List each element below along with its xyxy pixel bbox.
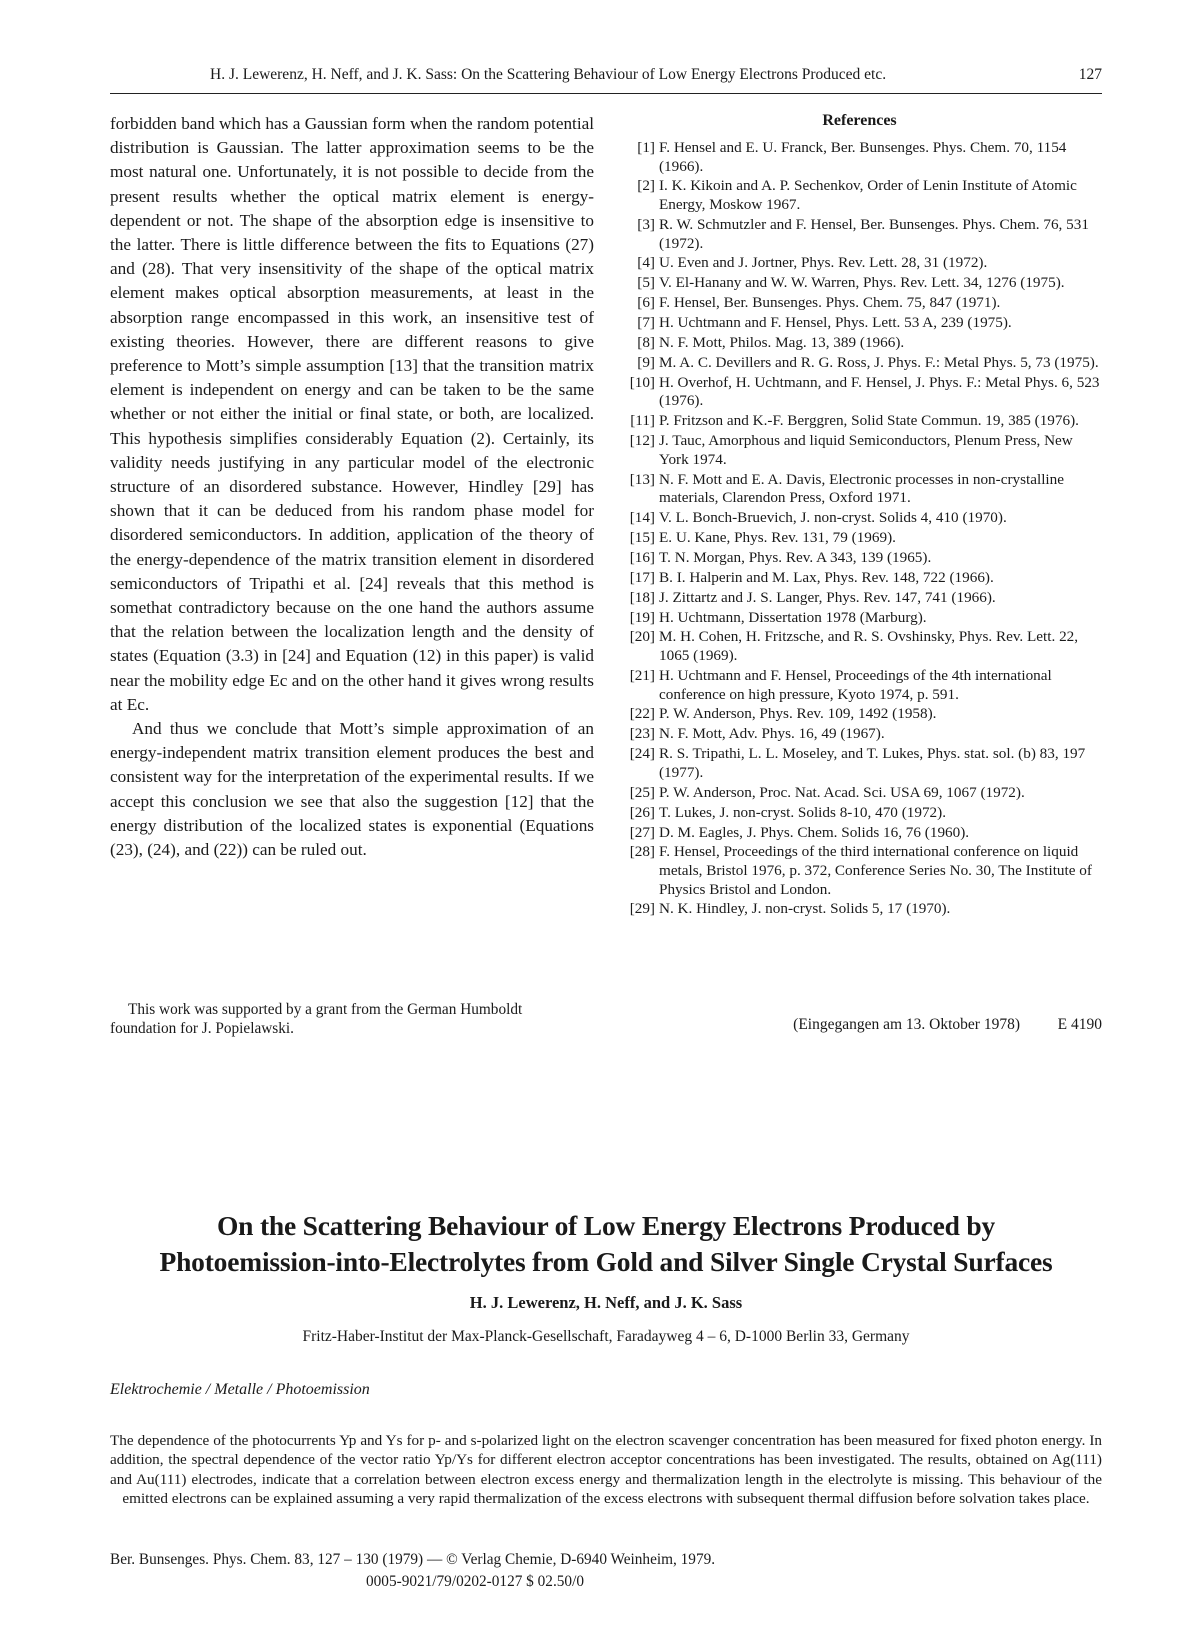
reference-item (617, 177, 1102, 214)
reference-item (617, 412, 1102, 431)
reference-item (617, 589, 1102, 608)
reference-text: J. Zittartz and J. S. Langer, Phys. Rev. 147, 741 (1966). (659, 588, 996, 606)
page-number: 127 (1078, 66, 1102, 83)
reference-item (617, 471, 1102, 508)
reference-item (617, 569, 1102, 588)
running-head (110, 66, 1102, 88)
reference-text: F. Hensel, Proceedings of the third international conference on liquid metals, Bristol 1976, p. 372, Conference Series No. 30, The Institute of Physics Bristol and London. (659, 843, 1092, 898)
left-column (110, 112, 594, 862)
reference-number: [8] (637, 334, 655, 352)
reference-item (617, 314, 1102, 333)
reference-text: H. Uchtmann and F. Hensel, Proceedings of the 4th international conference on high pressure, Kyoto 1974, p. 591. (659, 666, 1052, 703)
reference-number: [7] (637, 314, 655, 332)
acknowledgment-line-1: This work was supported by a grant from the German Humboldt (128, 1001, 523, 1018)
reference-text: M. A. C. Devillers and R. G. Ross, J. Phys. F.: Metal Phys. 5, 73 (1975). (659, 353, 1099, 371)
reference-number: [26] (629, 803, 655, 821)
reference-number: [17] (629, 568, 655, 586)
reference-text: P. W. Anderson, Proc. Nat. Acad. Sci. USA 69, 1067 (1972). (659, 783, 1025, 801)
article-title-line-1: On the Scattering Behaviour of Low Energy Electrons Produced by (216, 1210, 996, 1241)
reference-text: R. W. Schmutzler and F. Hensel, Ber. Bunsenges. Phys. Chem. 76, 531 (1972). (659, 215, 1089, 252)
reference-text: J. Tauc, Amorphous and liquid Semiconductors, Plenum Press, New York 1974. (659, 432, 1073, 468)
reference-item (617, 667, 1102, 704)
article-title (110, 1208, 1102, 1280)
reference-text: E. U. Kane, Phys. Rev. 131, 79 (1969). (659, 529, 896, 547)
reference-number: [4] (637, 254, 655, 272)
reference-item (617, 705, 1102, 724)
reference-text: U. Even and J. Jortner, Phys. Rev. Lett. 28, 31 (1972). (659, 254, 988, 272)
reference-item (617, 843, 1102, 899)
header-rule (110, 93, 1102, 94)
reference-text: B. I. Halperin and M. Lax, Phys. Rev. 148, 722 (1966). (659, 568, 994, 586)
reference-number: [9] (637, 353, 655, 371)
reference-text: P. W. Anderson, Phys. Rev. 109, 1492 (1958). (659, 705, 937, 723)
reference-item (617, 804, 1102, 823)
body-paragraph-1: forbidden band which has a Gaussian form when the random potential distribution is Gaussian. The latter approximation seems to be the most natural one. Unfortunately, it is not possible to decide from the present results whether the optical matrix element is energy-dependent or not. The shape of the absorption edge is insensitive to the latter. There is little difference between the fits to Equations (27) and (28). That very insensitivity of the shape of the optical matrix element makes optical absorption measurements, at least in the absorption range encompassed in this work, an insensitive test of existing theories. However, there are different reasons to give preference to Mott’s simple assumption [13] that the transition matrix element is independent on energy and can be taken to be the same whether or not either the initial or final state, or both, are localized. This hypothesis simplifies considerably Equation (2). Certainly, its validity needs justifying in any particular model of the electronic structure of an disordered substance. However, Hindley [29] has shown that it can be deduced from his random phase model for disordered semiconductors. In addition, application of the theory of the energy-dependence of the matrix transition element in disordered semiconductors of Tripathi et al. [24] reveals that this method is somethat contradictory because on the one hand the authors assume that the relation between the localization length and the density of states (Equation (3.3) in [24] and Equation (12) in this paper) is valid near the mobility edge Ec and on the other hand it gives wrong results at Ec. (110, 114, 594, 714)
reference-item (617, 139, 1102, 176)
reference-number: [13] (629, 470, 655, 488)
reference-text: V. L. Bonch-Bruevich, J. non-cryst. Solids 4, 410 (1970). (659, 509, 1007, 527)
reference-number: [14] (629, 509, 655, 527)
journal-citation: Ber. Bunsenges. Phys. Chem. 83, 127 – 130 (1979) — © Verlag Chemie, D-6940 Weinheim, 1979. (110, 1551, 716, 1568)
reference-text: N. F. Mott, Philos. Mag. 13, 389 (1966). (659, 334, 905, 352)
references-heading: References (822, 112, 897, 129)
reference-number: [25] (629, 783, 655, 801)
reference-number: [24] (629, 745, 655, 763)
reference-item (617, 509, 1102, 528)
reference-number: [27] (629, 823, 655, 841)
reference-item (617, 374, 1102, 411)
reference-text: P. Fritzson and K.-F. Berggren, Solid State Commun. 19, 385 (1976). (659, 412, 1079, 430)
reference-item (617, 254, 1102, 273)
reference-text: D. M. Eagles, J. Phys. Chem. Solids 16, 76 (1960). (659, 823, 970, 841)
manuscript-code: E 4190 (1057, 1016, 1102, 1033)
reference-number: [18] (629, 588, 655, 606)
reference-item (617, 529, 1102, 548)
reference-list (617, 139, 1102, 919)
article-authors: H. J. Lewerenz, H. Neff, and J. K. Sass (469, 1293, 743, 1312)
reference-text: F. Hensel and E. U. Franck, Ber. Bunsenges. Phys. Chem. 70, 1154 (1966). (659, 139, 1067, 175)
reference-item (617, 274, 1102, 293)
citation-block (110, 1551, 1102, 1591)
reference-number: [5] (637, 274, 655, 292)
reference-text: H. Uchtmann and F. Hensel, Phys. Lett. 53 A, 239 (1975). (659, 314, 1012, 332)
reference-number: [6] (637, 294, 655, 312)
reference-number: [10] (629, 373, 655, 391)
reference-text: N. F. Mott, Adv. Phys. 16, 49 (1967). (659, 725, 885, 743)
author-affiliation: Fritz-Haber-Institut der Max-Planck-Gesellschaft, Faradayweg 4 – 6, D-1000 Berlin 33, Germany (302, 1328, 910, 1345)
reference-item (617, 628, 1102, 665)
reference-text: T. N. Morgan, Phys. Rev. A 343, 139 (1965). (659, 548, 932, 566)
references-column (617, 112, 1102, 920)
reference-number: [28] (629, 843, 655, 861)
reference-number: [1] (637, 139, 655, 156)
reference-number: [23] (629, 725, 655, 743)
article-keywords: Elektrochemie / Metalle / Photoemission (110, 1381, 370, 1398)
issn-line: 0005-9021/79/0202-0127 $ 02.50/0 (366, 1573, 584, 1590)
reference-number: [22] (629, 705, 655, 723)
reference-number: [3] (637, 215, 655, 233)
reference-text: F. Hensel, Ber. Bunsenges. Phys. Chem. 75, 847 (1971). (659, 294, 1001, 312)
reference-text: R. S. Tripathi, L. L. Moseley, and T. Lukes, Phys. stat. sol. (b) 83, 197 (1977). (659, 745, 1086, 781)
reference-item (617, 745, 1102, 782)
reference-item (617, 334, 1102, 353)
reference-number: [2] (637, 177, 655, 195)
acknowledgment-line-2: foundation for J. Popielawski. (110, 1020, 294, 1037)
reference-item (617, 432, 1102, 469)
reference-number: [15] (629, 529, 655, 547)
reference-item (617, 824, 1102, 843)
reference-text: N. F. Mott and E. A. Davis, Electronic processes in non-crystalline materials, Clarendon Press, Oxford 1971. (659, 470, 1064, 507)
reference-number: [11] (630, 412, 655, 430)
received-date: (Eingegangen am 13. Oktober 1978) (793, 1016, 1020, 1033)
running-head-text: H. J. Lewerenz, H. Neff, and J. K. Sass: On the Scattering Behaviour of Low Energy Electrons Produced etc. (210, 66, 887, 83)
reference-item (617, 354, 1102, 373)
reference-number: [20] (629, 628, 655, 646)
reference-item (617, 725, 1102, 744)
reference-number: [29] (629, 900, 655, 918)
reference-item (617, 784, 1102, 803)
reference-text: T. Lukes, J. non-cryst. Solids 8-10, 470 (1972). (659, 803, 946, 821)
acknowledgment (110, 1000, 598, 1038)
body-paragraph-2: And thus we conclude that Mott’s simple approximation of an energy-independent matrix transition element produces the best and consistent way for the interpretation of the experimental results. If we accept this conclusion we see that also the suggestion [12] that the energy distribution of the localized states is exponential (Equations (23), (24), and (22)) can be ruled out. (110, 719, 594, 860)
reference-item (617, 294, 1102, 313)
reference-item (617, 609, 1102, 628)
reference-text: M. H. Cohen, H. Fritzsche, and R. S. Ovshinsky, Phys. Rev. Lett. 22, 1065 (1969). (659, 628, 1079, 665)
reference-item (617, 216, 1102, 253)
article-abstract: The dependence of the photocurrents Yp and Ys for p- and s-polarized light on the electron scavenger concentration has been measured for fixed photon energy. In addition, the spectral dependence of the vector ratio Yp/Ys for different electron acceptor concentrations has been investigated. The results, obtained on Ag(111) and Au(111) electrodes, indicate that a correlation between electron excess energy and thermalization length in the electrolyte is missing. This behaviour of the emitted electrons can be explained assuming a very rapid thermalization of the excess electrons with subsequent thermal diffusion before solvation takes place. (110, 1432, 1102, 1508)
reference-text: H. Uchtmann, Dissertation 1978 (Marburg). (659, 608, 927, 626)
reference-number: [19] (629, 608, 655, 626)
reference-text: I. K. Kikoin and A. P. Sechenkov, Order of Lenin Institute of Atomic Energy, Moskow 1967. (659, 177, 1077, 214)
reference-text: H. Overhof, H. Uchtmann, and F. Hensel, J. Phys. F.: Metal Phys. 6, 523 (1976). (659, 373, 1100, 410)
reference-text: V. El-Hanany and W. W. Warren, Phys. Rev. Lett. 34, 1276 (1975). (659, 274, 1065, 292)
reference-text: N. K. Hindley, J. non-cryst. Solids 5, 17 (1970). (659, 900, 951, 918)
article-title-line-2: Photoemission-into-Electrolytes from Gold and Silver Single Crystal Surfaces (159, 1246, 1053, 1277)
reference-item (617, 549, 1102, 568)
reference-number: [21] (629, 666, 655, 684)
reference-number: [12] (629, 432, 655, 450)
reference-item (617, 900, 1102, 919)
reference-number: [16] (629, 548, 655, 566)
